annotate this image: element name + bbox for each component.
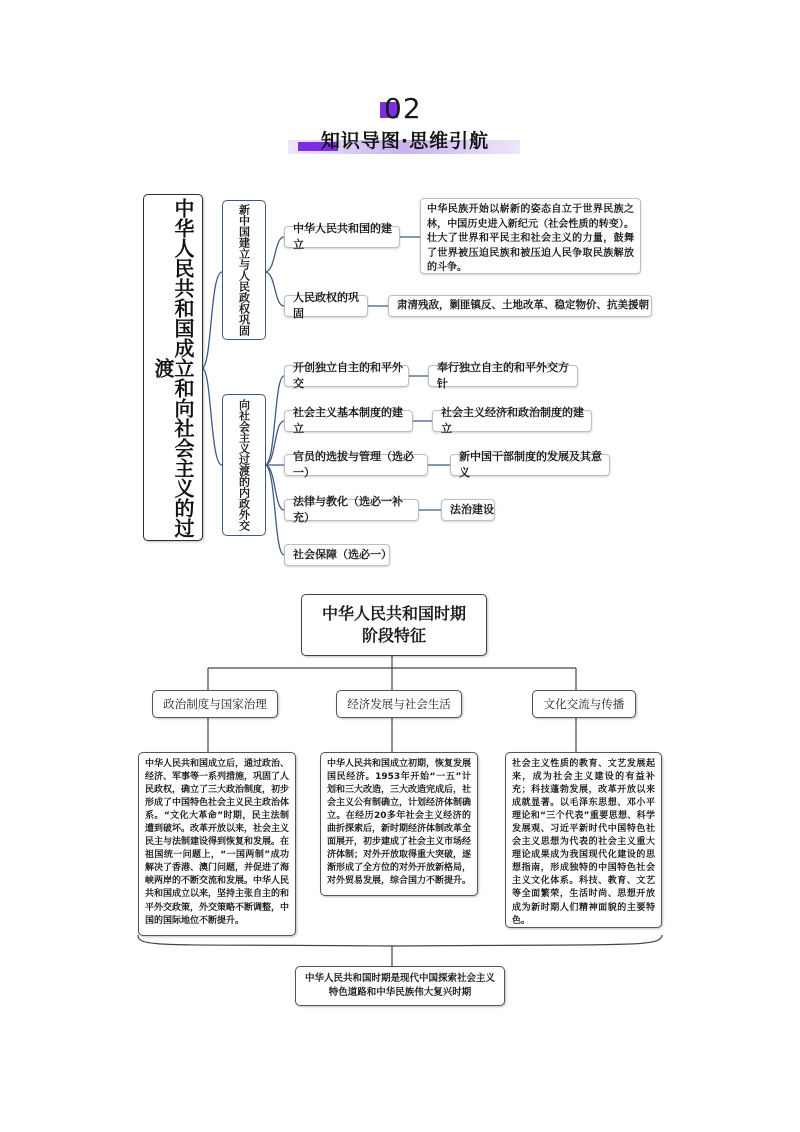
heading-culture: 文化交流与传播 [532, 690, 636, 718]
branch-new-china: 新中国建立与人民政权巩固 [222, 200, 266, 340]
text-culture: 社会主义性质的教育、文艺发展起来，成为社会主义建设的有益补充；科技蓬勃发展，改革开放以来成就显著。以毛泽东思想、邓小平理论和“三个代表”重要思想、科学发展观、习近平新时代中国特色社会主义思想为代表的社会主义重大理论成果成为我国现代化建设的思想指南，形成独特的中国特色社会主义文化体系。科技、教育、文艺等全面繁荣，生活时尚、思想开放成为新时期人们精神面貌的主要特色。 [505, 752, 662, 928]
number-text: 02 [384, 92, 422, 125]
node-founding-of-prc: 中华人民共和国的建立 [284, 226, 400, 248]
stage-title-line1: 中华人民共和国时期 [321, 604, 466, 624]
detail-official-selection: 新中国干部制度的发展及其意义 [450, 454, 610, 476]
text-politics: 中华人民共和国成立后，通过政治、经济、军事等一系列措施，巩固了人民政权，确立了三大政治制度，初步形成了中国特色社会主义民主政治体系。“文化大革命”时期，民主法制遭到破坏。改革开放以来，社会主义民主与法制建设得到恢复和发展。在祖国统一问题上，“一国两制”成功解决了香港、澳门问题，并促进了海峡两岸的不断交流和发展。中华人民共和国成立以来，坚持主张自主的和平外交政策，外交策略不断调整，中国的国际地位不断提升。 [138, 752, 296, 936]
detail-consolidation: 肃清残敌，剿匪镇反、土地改革、稳定物价、抗美援朝 [388, 295, 652, 317]
heading-politics: 政治制度与国家治理 [152, 690, 278, 718]
node-law-and-education: 法律与教化（选必一补充） [284, 499, 419, 521]
summary-box: 中华人民共和国时期是现代中国探索社会主义特色道路和中华民族伟大复兴时期 [295, 966, 505, 1006]
node-consolidation: 人民政权的巩固 [284, 295, 368, 317]
detail-founding-of-prc: 中华民族开始以崭新的姿态自立于世界民族之林，中国历史进入新纪元（社会性质的转变）。壮大了世界和平民主和社会主义的力量，鼓舞了世界被压迫民族和被压迫人民争取民族解放的斗争。 [420, 198, 641, 274]
node-peaceful-diplomacy: 开创独立自主的和平外交 [284, 365, 409, 387]
branch-transition: 向社会主义过渡的内政外交 [222, 394, 266, 536]
node-social-security: 社会保障（选必一） [284, 544, 390, 566]
page-title: 知识导图·思维引航 [320, 130, 490, 152]
text-economy: 中华人民共和国成立初期，恢复发展国民经济。1953年开始“一五”计划和三大改造，三大改造完成后，社会主义公有制确立，计划经济体制确立。在经历20多年社会主义经济的曲折探索后，新时期经济体制改革全面展开，初步建成了社会主义市场经济体制；对外开放取得重大突破，逐渐形成了全方位的对外开放新格局，对外贸易发展，综合国力不断提升。 [320, 752, 478, 896]
detail-peaceful-diplomacy: 奉行独立自主的和平外交方针 [428, 365, 578, 387]
node-socialist-system: 社会主义基本制度的建立 [284, 410, 413, 432]
node-official-selection: 官员的选拔与管理（选必一） [284, 454, 428, 476]
mindmap-root: 中华人民共和国成立和向社会主义的过渡 [143, 194, 203, 541]
stage-title-line2: 阶段特征 [361, 626, 426, 645]
stage-title-box [301, 594, 487, 656]
heading-economy: 经济发展与社会生活 [336, 690, 462, 718]
detail-socialist-system: 社会主义经济和政治制度的建立 [432, 410, 592, 432]
detail-law-and-education: 法治建设 [441, 499, 495, 521]
